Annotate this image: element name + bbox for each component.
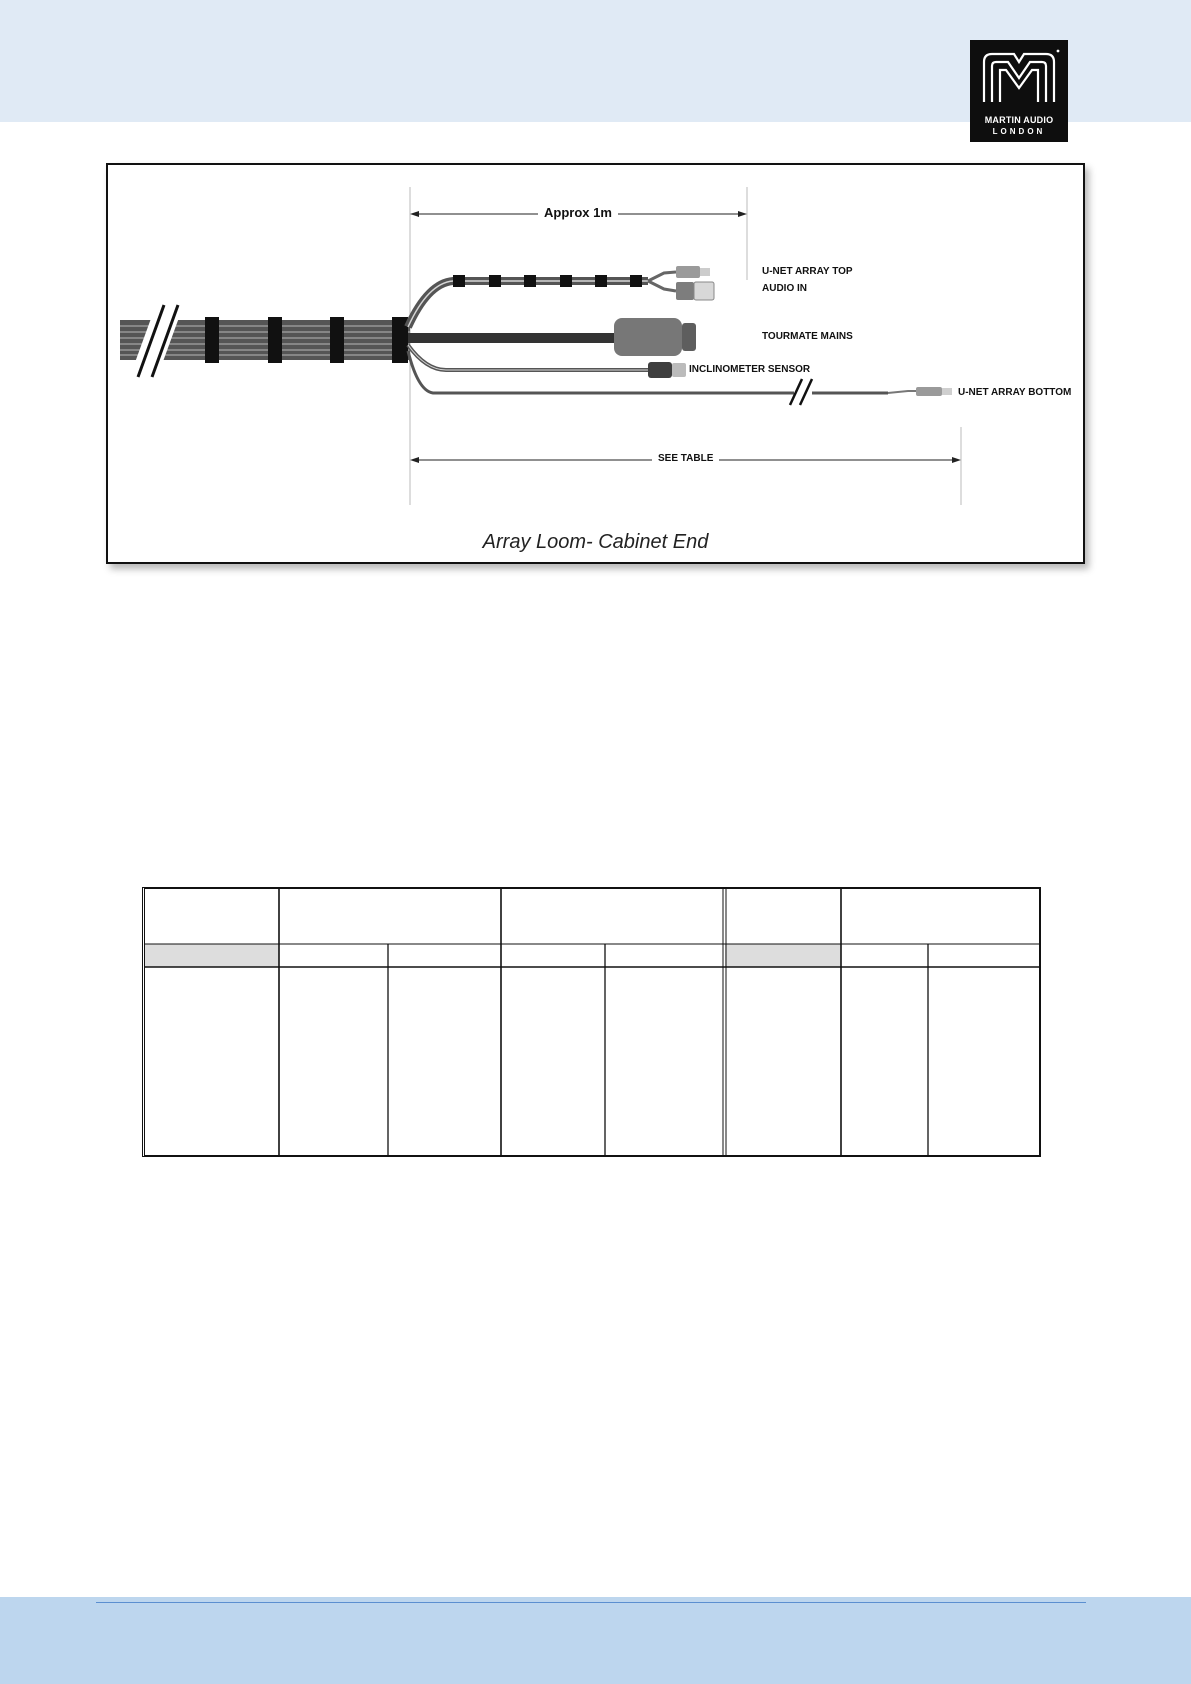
figure-caption: Array Loom- Cabinet End <box>482 531 709 553</box>
martin-audio-logo <box>970 40 1068 142</box>
label-inclinometer-sensor: INCLINOMETER SENSOR <box>689 364 811 375</box>
dimension-see-table: SEE TABLE <box>652 453 719 464</box>
label-unet-array-bottom: U-NET ARRAY BOTTOM <box>958 387 1072 398</box>
label-tourmate-mains: TOURMATE MAINS <box>762 331 853 342</box>
logo-text-london: LONDON <box>992 127 1046 136</box>
cable-length-table <box>142 887 1041 1157</box>
footer-rule <box>96 1602 1086 1603</box>
table-grid <box>145 889 1040 1155</box>
footer-band <box>0 1597 1191 1684</box>
array-loom-figure <box>106 163 1085 564</box>
dimension-approx-1m: Approx 1m <box>538 205 618 220</box>
logo-text-martin-audio: MARTIN AUDIO <box>984 115 1054 125</box>
label-audio-in: AUDIO IN <box>762 283 807 294</box>
array-loom-diagram <box>108 165 1083 562</box>
label-unet-array-top: U-NET ARRAY TOP <box>762 266 853 277</box>
